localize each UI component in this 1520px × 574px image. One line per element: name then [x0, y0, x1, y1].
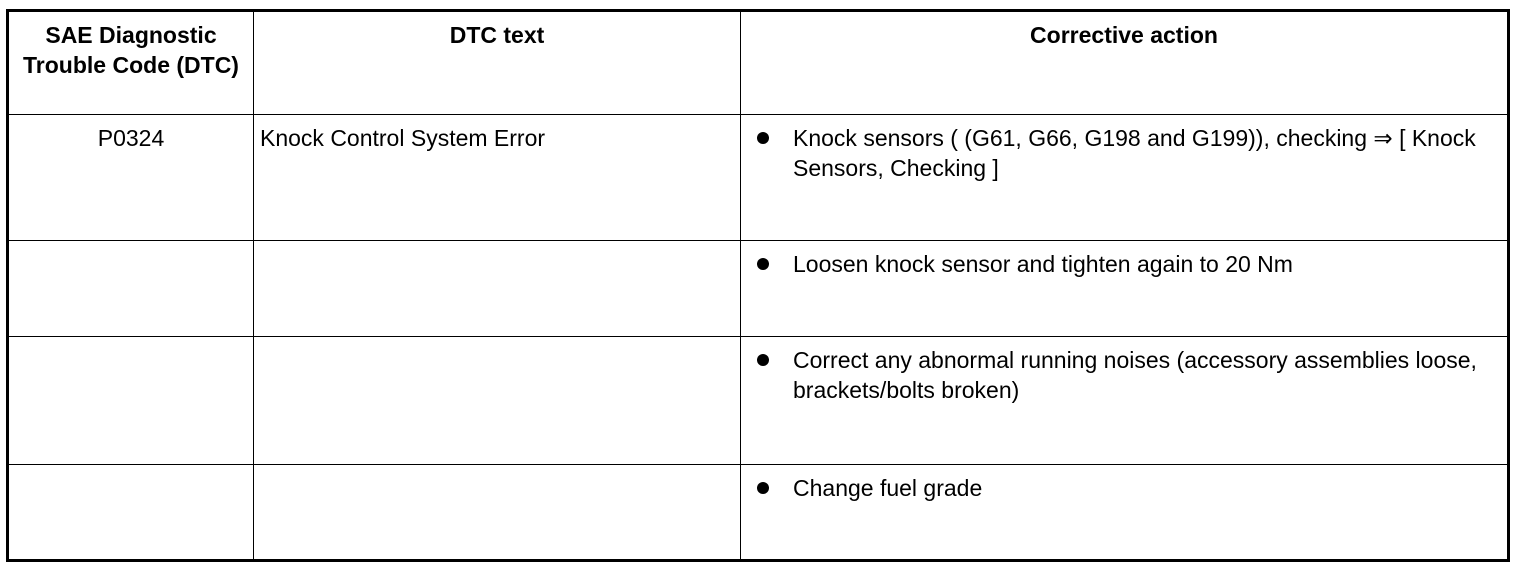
action-item	[747, 473, 1501, 503]
header-sae-dtc: SAE Diagnostic Trouble Code (DTC)	[8, 11, 254, 115]
dtc-table	[6, 9, 1510, 562]
action-text: Loosen knock sensor and tighten again to 20 Nm	[793, 251, 1293, 277]
dtc-code-cell	[8, 337, 254, 465]
corrective-action-cell	[741, 241, 1509, 337]
bullet-icon	[757, 354, 769, 366]
dtc-code-cell: P0324	[8, 115, 254, 241]
action-text: Knock sensors ( (G61, G66, G198 and G199)), checking ⇒ [ Knock Sensors, Checking ]	[793, 125, 1476, 181]
dtc-code-cell	[8, 241, 254, 337]
dtc-text-cell	[254, 465, 741, 561]
bullet-icon	[757, 482, 769, 494]
corrective-action-cell	[741, 115, 1509, 241]
action-item	[747, 345, 1501, 405]
table-row	[8, 337, 1509, 465]
dtc-text-cell: Knock Control System Error	[254, 115, 741, 241]
bullet-icon	[757, 258, 769, 270]
action-text: Change fuel grade	[793, 475, 983, 501]
header-corrective-action: Corrective action	[741, 11, 1509, 115]
bullet-icon	[757, 132, 769, 144]
corrective-action-cell	[741, 337, 1509, 465]
table-row	[8, 465, 1509, 561]
dtc-text-cell	[254, 241, 741, 337]
action-item	[747, 123, 1501, 183]
corrective-action-cell	[741, 465, 1509, 561]
dtc-text-cell	[254, 337, 741, 465]
table-header-row	[8, 11, 1509, 115]
table-row	[8, 115, 1509, 241]
action-item	[747, 249, 1501, 279]
table-row	[8, 241, 1509, 337]
header-dtc-text: DTC text	[254, 11, 741, 115]
dtc-code-cell	[8, 465, 254, 561]
action-text: Correct any abnormal running noises (accessory assemblies loose, brackets/bolts broken)	[793, 347, 1477, 403]
